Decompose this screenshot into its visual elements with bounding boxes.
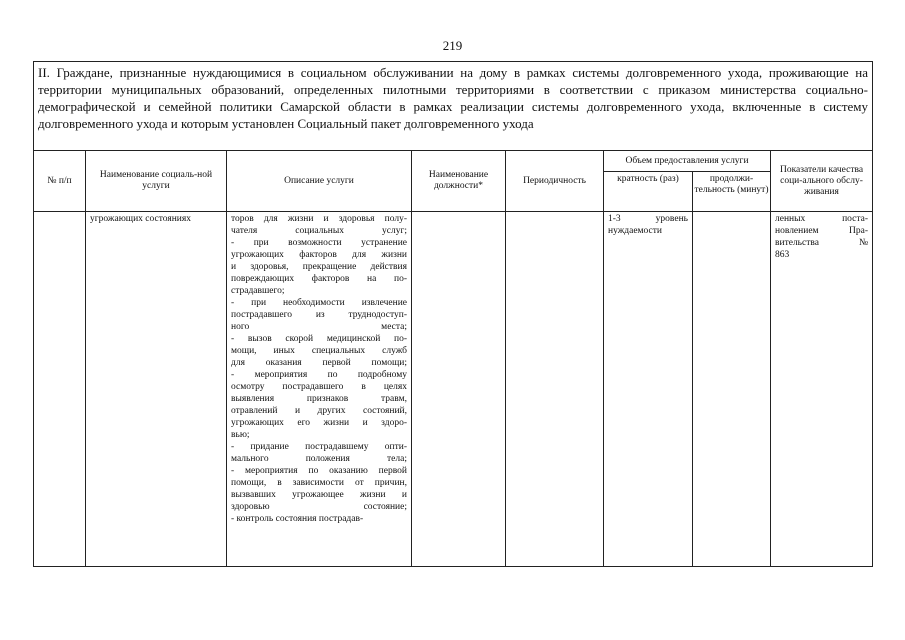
header-num: № п/п [34,151,86,212]
description-line: и здоровья, прекращение действия [231,262,407,272]
description-line: выявления признаков травм, [231,394,407,404]
services-table [33,61,873,567]
section-heading: II. Граждане, признанные нуждающимися в социальном обслуживании на дому в рамках системы долговременного ухода, проживающие на территории муниципальных образований, определенных пилотными территориями в соответствии с приказом министерства социально-демографической и семейной политики Самарской области в рамках реализации системы долговременного ухода, включенные в систему долговременного ухода и которым установлен Социальный пакет долговременного ухода [34,62,873,151]
frequency-lines [608,213,688,237]
description-line: - при возможности устранение [231,238,407,248]
description-lines [231,213,407,525]
header-frequency: кратность (раз) [604,172,693,212]
description-line: повреждающих факторов на по- [231,274,407,284]
cell-service-name: угрожающих состояниях [86,212,227,567]
page-number: 219 [442,38,463,53]
description-line: мощи, иных специальных служб [231,346,407,356]
header-service-name: Наименование социаль-ной услуги [86,151,227,212]
description-line: пострадавшего из труднодоступ- [231,310,407,320]
cell-duration [693,212,771,567]
frequency-line: нуждаемости [608,226,662,236]
quality-line: 863 [775,250,790,260]
description-line: мального положения тела; [231,454,407,464]
description-line: страдавшего; [231,286,285,296]
description-line: здоровью состояние; [231,502,407,512]
description-line: осмотру пострадавшего в целях [231,382,407,392]
description-line: угрожающих факторов для жизни [231,250,407,260]
description-line: - при необходимости извлечение [231,298,407,308]
description-line: отравлений и других состояний, [231,406,407,416]
description-line: торов для жизни и здоровья полу- [231,214,407,224]
cell-periodicity [506,212,604,567]
description-line: для оказания первой помощи; [231,358,407,368]
description-line: ного места; [231,322,407,332]
description-line: - мероприятия по подробному [231,370,407,380]
description-line: - мероприятия по оказанию первой [231,466,407,476]
description-line: чателя социальных услуг; [231,226,407,236]
header-quality: Показатели качества соци-ального обслу-живания [771,151,873,212]
frequency-line: 1-3 уровень [608,214,688,224]
description-line: угрожающих его жизни и здоро- [231,418,407,428]
cell-frequency [604,212,693,567]
quality-line: вительства № [775,238,869,248]
description-line: вызвавших угрожающее жизни и [231,490,407,500]
description-line: вью; [231,430,250,440]
cell-quality [771,212,873,567]
header-volume: Объем предоставления услуги [604,151,771,172]
quality-line: новлением Пра- [775,226,869,236]
header-description: Описание услуги [227,151,412,212]
description-line: - придание пострадавшему опти- [231,442,407,452]
description-line: - вызов скорой медицинской по- [231,334,407,344]
quality-lines [775,213,868,261]
header-periodicity: Периодичность [506,151,604,212]
cell-position [412,212,506,567]
cell-num [34,212,86,567]
header-duration: продолжи-тельность (минут) [693,172,771,212]
description-line: помощи, в зависимости от причин, [231,478,407,488]
quality-line: ленных поста- [775,214,869,224]
cell-description [227,212,412,567]
header-position: Наименование должности* [412,151,506,212]
description-line: - контроль состояния пострадав- [231,514,364,524]
